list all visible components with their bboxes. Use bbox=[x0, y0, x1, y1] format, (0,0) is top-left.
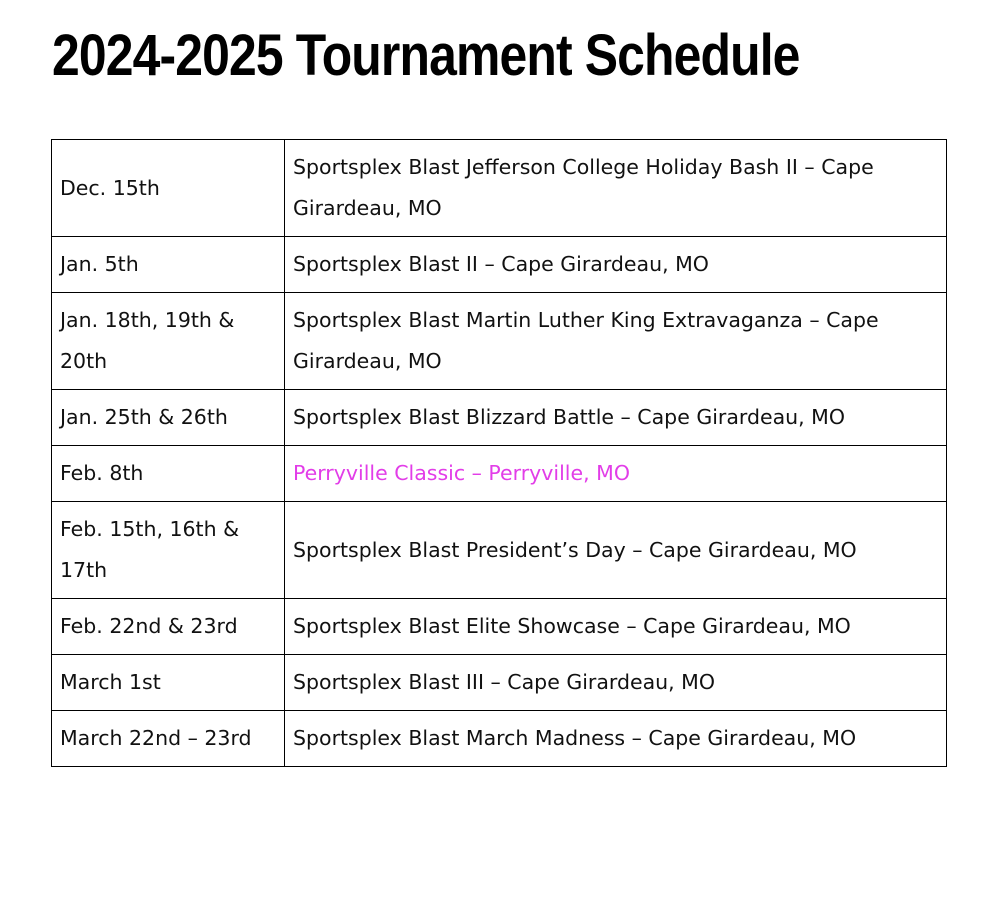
schedule-event: Sportsplex Blast III – Cape Girardeau, MO bbox=[285, 655, 947, 711]
schedule-date: Jan. 25th & 26th bbox=[52, 390, 285, 446]
schedule-date: Feb. 8th bbox=[52, 446, 285, 502]
table-row bbox=[52, 237, 947, 293]
table-row bbox=[52, 446, 947, 502]
schedule-event: Sportsplex Blast Blizzard Battle – Cape Girardeau, MO bbox=[285, 390, 947, 446]
table-row bbox=[52, 599, 947, 655]
table-row bbox=[52, 502, 947, 599]
schedule-date: Dec. 15th bbox=[52, 140, 285, 237]
schedule-event: Sportsplex Blast Elite Showcase – Cape Girardeau, MO bbox=[285, 599, 947, 655]
table-row bbox=[52, 711, 947, 767]
schedule-event-cell bbox=[285, 446, 947, 502]
perryville-classic-link[interactable]: Perryville Classic – Perryville, MO bbox=[293, 461, 630, 485]
schedule-date: Feb. 15th, 16th & 17th bbox=[52, 502, 285, 599]
schedule-event: Sportsplex Blast President’s Day – Cape Girardeau, MO bbox=[285, 502, 947, 599]
schedule-event: Sportsplex Blast Martin Luther King Extravaganza – Cape Girardeau, MO bbox=[285, 293, 947, 390]
table-row bbox=[52, 390, 947, 446]
tournament-schedule-table bbox=[51, 139, 947, 767]
table-row bbox=[52, 293, 947, 390]
schedule-date: Feb. 22nd & 23rd bbox=[52, 599, 285, 655]
schedule-date: Jan. 5th bbox=[52, 237, 285, 293]
schedule-date: March 1st bbox=[52, 655, 285, 711]
schedule-event: Sportsplex Blast II – Cape Girardeau, MO bbox=[285, 237, 947, 293]
table-row bbox=[52, 655, 947, 711]
schedule-event: Sportsplex Blast Jefferson College Holiday Bash II – Cape Girardeau, MO bbox=[285, 140, 947, 237]
table-row bbox=[52, 140, 947, 237]
schedule-date: March 22nd – 23rd bbox=[52, 711, 285, 767]
schedule-date: Jan. 18th, 19th & 20th bbox=[52, 293, 285, 390]
schedule-event: Sportsplex Blast March Madness – Cape Girardeau, MO bbox=[285, 711, 947, 767]
page-title: 2024-2025 Tournament Schedule bbox=[52, 23, 800, 88]
